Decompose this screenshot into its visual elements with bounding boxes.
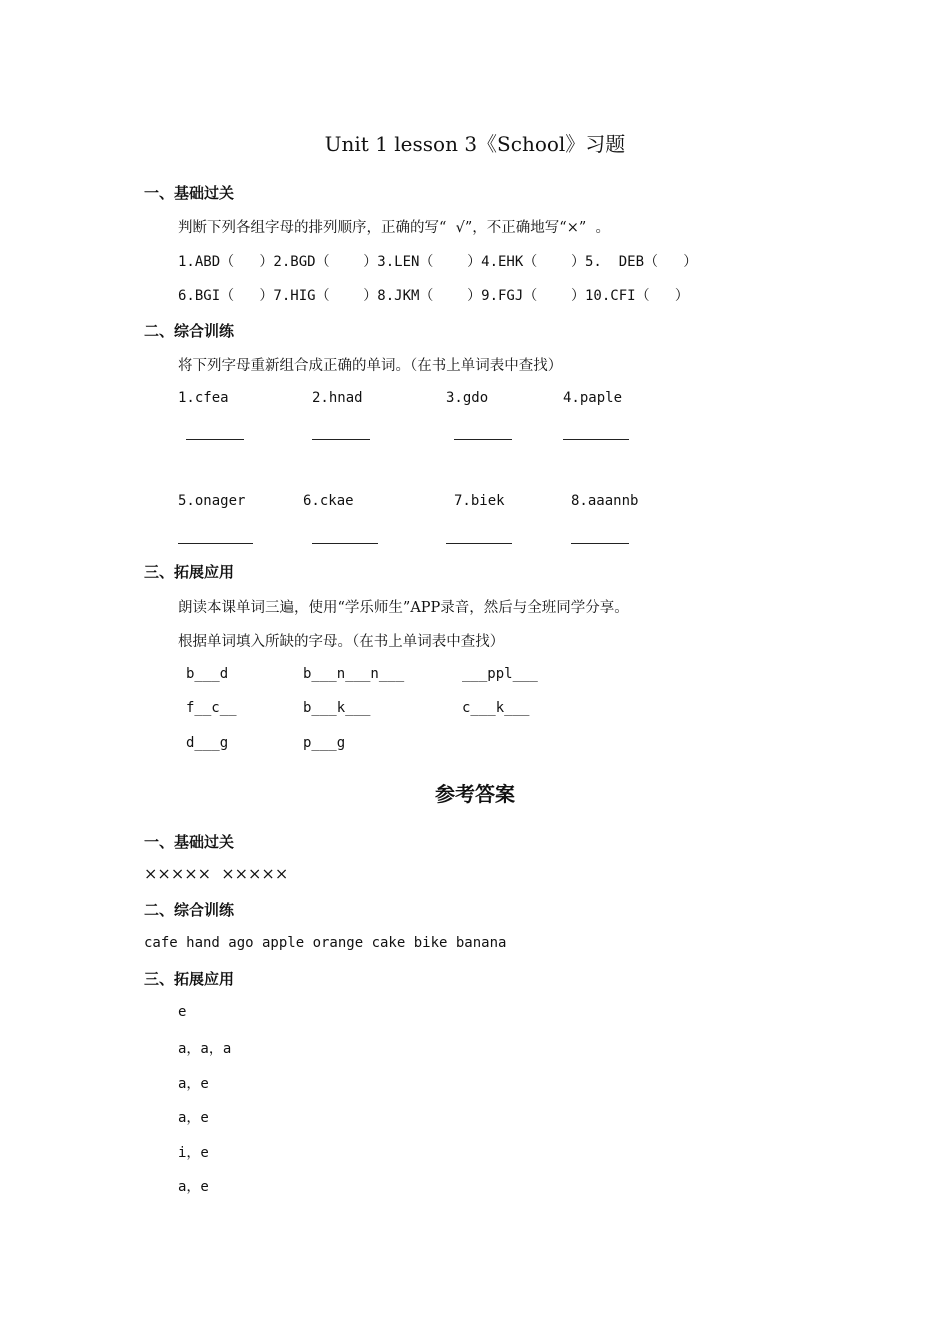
answer-line: e <box>178 1004 187 1020</box>
word-item: 3.gdo <box>446 390 489 406</box>
answers-section2-text: cafe hand ago apple orange cake bike banana <box>144 935 507 951</box>
answer-blank[interactable] <box>446 543 512 544</box>
answers-section1-heading: 一、基础过关 <box>144 833 235 851</box>
answer-blank[interactable] <box>186 439 244 440</box>
section1-row2: 6.BGI（ ）7.HIG（ ）8.JKM（ ）9.FGJ（ ）10.CFI（ ） <box>178 288 689 304</box>
fill-blank-item: d___g <box>186 735 229 751</box>
word-item: 2.hnad <box>312 390 363 406</box>
answer-line: a，e <box>178 1110 209 1126</box>
word-item: 6.ckae <box>303 493 354 509</box>
fill-blank-item: ___ppl___ <box>462 666 538 682</box>
answer-blank[interactable] <box>571 543 629 544</box>
section3-heading: 三、拓展应用 <box>144 563 235 581</box>
page-title: Unit 1 lesson 3《School》习题 <box>324 132 626 156</box>
answer-line: a，e <box>178 1179 209 1195</box>
word-item: 5.onager <box>178 493 246 509</box>
answer-blank[interactable] <box>312 543 378 544</box>
answer-blank[interactable] <box>178 543 253 544</box>
answer-blank[interactable] <box>563 439 629 440</box>
answers-title: 参考答案 <box>435 782 515 806</box>
section1-instruction: 判断下列各组字母的排列顺序，正确的写“ √”，不正确地写“×” 。 <box>178 220 610 236</box>
answer-line: a，a，a <box>178 1041 232 1057</box>
answers-section3-heading: 三、拓展应用 <box>144 970 235 988</box>
answer-blank[interactable] <box>312 439 370 440</box>
fill-blank-item: f__c__ <box>186 700 237 716</box>
fill-blank-item: b___k___ <box>303 700 371 716</box>
answers-section1-text: ××××× ××××× <box>144 864 289 883</box>
fill-blank-item: b___d <box>186 666 229 682</box>
word-item: 7.biek <box>454 493 505 509</box>
word-item: 1.cfea <box>178 390 229 406</box>
section1-heading: 一、基础过关 <box>144 184 235 202</box>
answer-line: i，e <box>178 1145 209 1161</box>
answers-section2-heading: 二、综合训练 <box>144 901 235 919</box>
word-item: 8.aaannb <box>571 493 639 509</box>
section3-line1: 朗读本课单词三遍，使用“学乐师生”APP录音，然后与全班同学分享。 <box>178 600 629 616</box>
section2-heading: 二、综合训练 <box>144 322 235 340</box>
fill-blank-item: p___g <box>303 735 346 751</box>
fill-blank-item: c___k___ <box>462 700 530 716</box>
word-item: 4.paple <box>563 390 623 406</box>
section3-line2: 根据单词填入所缺的字母。（在书上单词表中查找） <box>178 634 505 650</box>
fill-blank-item: b___n___n___ <box>303 666 405 682</box>
section1-row1: 1.ABD（ ）2.BGD（ ）3.LEN（ ）4.EHK（ ）5. DEB（ ） <box>178 254 698 270</box>
answer-blank[interactable] <box>454 439 512 440</box>
answer-line: a，e <box>178 1076 209 1092</box>
section2-instruction: 将下列字母重新组合成正确的单词。（在书上单词表中查找） <box>178 358 563 374</box>
